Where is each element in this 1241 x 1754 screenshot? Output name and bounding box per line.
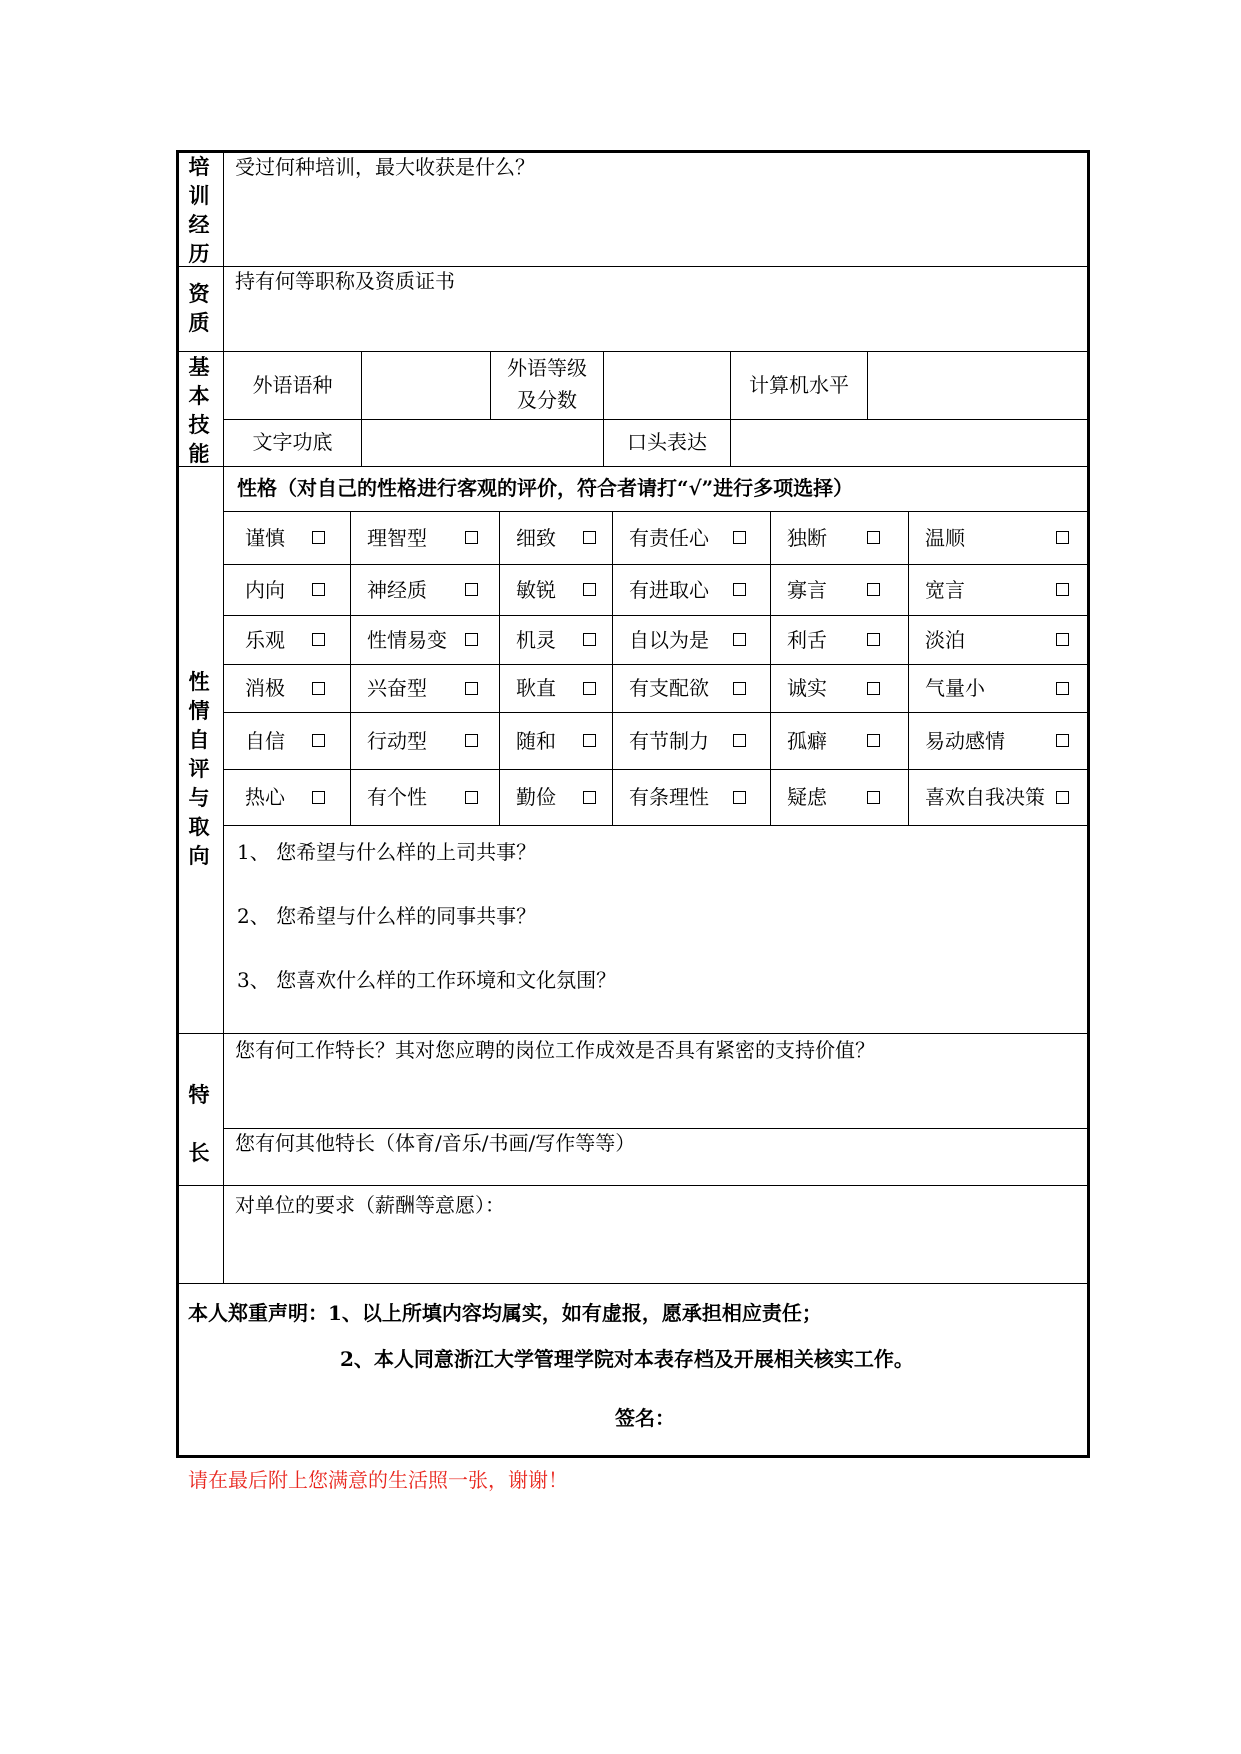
preference-answer-field[interactable] (224, 866, 1088, 1032)
trait-label: 独断 (787, 526, 827, 550)
trait-checkbox[interactable] (867, 633, 880, 646)
trait-checkbox[interactable] (1056, 682, 1069, 695)
trait-label: 敏锐 (516, 578, 556, 602)
trait-option[interactable] (613, 664, 770, 711)
trait-checkbox[interactable] (1056, 583, 1069, 596)
trait-option[interactable] (613, 712, 770, 768)
trait-label: 消极 (245, 676, 285, 700)
trait-option[interactable] (909, 664, 1088, 711)
trait-option[interactable] (224, 615, 350, 663)
row-divider (223, 1128, 1090, 1129)
trait-option[interactable] (771, 769, 908, 824)
trait-label: 有条理性 (629, 785, 709, 809)
trait-option[interactable] (351, 564, 499, 614)
trait-option[interactable] (224, 564, 350, 614)
trait-option[interactable] (909, 615, 1088, 663)
trait-option[interactable] (771, 664, 908, 711)
question-environment: 3、 您喜欢什么样的工作环境和文化氛围？ (237, 968, 617, 992)
trait-label: 有支配欲 (629, 676, 709, 700)
speaking-label: 口头表达 (627, 430, 707, 454)
qualification-label: 资 质 (188, 281, 210, 335)
trait-option[interactable] (224, 712, 350, 768)
row-divider (223, 825, 1090, 826)
trait-checkbox[interactable] (733, 734, 746, 747)
trait-checkbox[interactable] (583, 682, 596, 695)
trait-label: 自信 (245, 729, 285, 753)
foreign-language-label: 外语语种 (252, 373, 333, 397)
trait-label: 疑虑 (787, 785, 827, 809)
trait-checkbox[interactable] (1056, 791, 1069, 804)
trait-option[interactable] (500, 712, 612, 768)
trait-checkbox[interactable] (312, 791, 325, 804)
trait-checkbox[interactable] (465, 791, 478, 804)
trait-label: 诚实 (787, 676, 827, 700)
trait-label: 温顺 (925, 526, 965, 550)
trait-checkbox[interactable] (1056, 734, 1069, 747)
question-boss: 1、 您希望与什么样的上司共事？ (237, 840, 537, 864)
training-answer-field[interactable] (224, 182, 1088, 264)
trait-checkbox[interactable] (867, 682, 880, 695)
trait-checkbox[interactable] (583, 531, 596, 544)
trait-checkbox[interactable] (465, 734, 478, 747)
writing-field[interactable] (362, 420, 602, 465)
trait-checkbox[interactable] (733, 791, 746, 804)
trait-checkbox[interactable] (733, 682, 746, 695)
specialty-other-question: 您有何其他特长（体育/音乐/书画/写作等等） (235, 1131, 636, 1155)
trait-option[interactable] (500, 769, 612, 824)
trait-option[interactable] (771, 712, 908, 768)
trait-option[interactable] (771, 511, 908, 563)
trait-option[interactable] (500, 511, 612, 563)
row-divider (176, 1283, 1090, 1284)
trait-label: 有个性 (367, 785, 427, 809)
foreign-language-field[interactable] (362, 352, 489, 418)
trait-option[interactable] (224, 511, 350, 563)
specialty-other-field[interactable] (224, 1157, 1088, 1184)
trait-label: 神经质 (367, 578, 427, 602)
trait-checkbox[interactable] (583, 734, 596, 747)
computer-level-label: 计算机水平 (749, 373, 849, 397)
foreign-level-label-line1: 外语等级 (507, 356, 587, 380)
trait-label: 寡言 (787, 578, 827, 602)
row-divider (176, 1185, 1090, 1186)
trait-option[interactable] (909, 511, 1088, 563)
specialty-work-question: 您有何工作特长？其对您应聘的岗位工作成效是否具有紧密的支持价值？ (235, 1038, 875, 1062)
trait-label: 自以为是 (629, 628, 709, 652)
trait-checkbox[interactable] (867, 583, 880, 596)
row-divider (176, 466, 1090, 467)
qualification-answer-field[interactable] (224, 296, 1088, 350)
trait-option[interactable] (500, 664, 612, 711)
trait-checkbox[interactable] (583, 791, 596, 804)
signature-field[interactable] (675, 1400, 875, 1434)
skills-label: 基 本 技 能 (188, 354, 210, 466)
trait-label: 淡泊 (925, 628, 965, 652)
trait-option[interactable] (224, 769, 350, 824)
trait-label: 喜欢自我决策 (925, 785, 1045, 809)
trait-checkbox[interactable] (583, 633, 596, 646)
trait-option[interactable] (351, 769, 499, 824)
declaration-line2: 2、本人同意浙江大学管理学院对本表存档及开展相关核实工作。 (340, 1347, 914, 1371)
training-question: 受过何种培训，最大收获是什么？ (235, 155, 535, 179)
foreign-level-label-line2: 及分数 (517, 388, 577, 412)
trait-checkbox[interactable] (1056, 633, 1069, 646)
trait-checkbox[interactable] (1056, 531, 1069, 544)
speaking-field[interactable] (731, 420, 1088, 465)
writing-label: 文字功底 (252, 430, 333, 454)
trait-checkbox[interactable] (465, 633, 478, 646)
trait-option[interactable] (613, 769, 770, 824)
personality-label: 性 情 自 评 与 取 向 (188, 669, 210, 868)
trait-label: 谨慎 (245, 526, 285, 550)
computer-level-field[interactable] (868, 352, 1088, 418)
qualification-question: 持有何等职称及资质证书 (235, 269, 455, 293)
trait-option[interactable] (351, 615, 499, 663)
trait-label: 宽言 (925, 578, 965, 602)
trait-label: 气量小 (925, 676, 985, 700)
specialty-work-field[interactable] (224, 1064, 1088, 1127)
trait-label: 乐观 (245, 628, 285, 652)
trait-label: 有进取心 (629, 578, 709, 602)
requirements-field[interactable] (224, 1219, 1088, 1282)
trait-label: 易动感情 (925, 729, 1005, 753)
trait-option[interactable] (613, 511, 770, 563)
trait-label: 机灵 (516, 628, 556, 652)
requirements-question: 对单位的要求（薪酬等意愿）： (235, 1193, 505, 1217)
trait-checkbox[interactable] (465, 682, 478, 695)
trait-checkbox[interactable] (312, 531, 325, 544)
personality-instruction: 性格（对自己的性格进行客观的评价，符合者请打“√”进行多项选择） (237, 476, 854, 500)
trait-label: 有节制力 (629, 729, 709, 753)
trait-option[interactable] (771, 564, 908, 614)
trait-checkbox[interactable] (867, 531, 880, 544)
trait-option[interactable] (224, 664, 350, 711)
trait-option[interactable] (909, 769, 1088, 824)
trait-checkbox[interactable] (733, 583, 746, 596)
trait-checkbox[interactable] (312, 682, 325, 695)
trait-checkbox[interactable] (733, 531, 746, 544)
trait-checkbox[interactable] (312, 734, 325, 747)
trait-label: 热心 (245, 785, 285, 809)
training-label: 培 训 经 历 (188, 154, 210, 266)
trait-label: 行动型 (367, 729, 427, 753)
trait-option[interactable] (351, 511, 499, 563)
trait-option[interactable] (500, 564, 612, 614)
trait-label: 勤俭 (516, 785, 556, 809)
trait-label: 理智型 (367, 526, 427, 550)
row-divider (176, 266, 1090, 267)
trait-label: 性情易变 (367, 628, 447, 652)
trait-option[interactable] (771, 615, 908, 663)
trait-label: 细致 (516, 526, 556, 550)
trait-label: 孤癖 (787, 729, 827, 753)
trait-option[interactable] (351, 712, 499, 768)
trait-option[interactable] (909, 564, 1088, 614)
row-divider (176, 1033, 1090, 1034)
trait-checkbox[interactable] (465, 531, 478, 544)
trait-option[interactable] (909, 712, 1088, 768)
trait-option[interactable] (351, 664, 499, 711)
trait-label: 利舌 (787, 628, 827, 652)
question-colleague: 2、 您希望与什么样的同事共事？ (237, 904, 537, 928)
signature-label: 签名： (615, 1406, 675, 1430)
trait-label: 兴奋型 (367, 676, 427, 700)
trait-checkbox[interactable] (867, 791, 880, 804)
trait-option[interactable] (500, 615, 612, 663)
trait-option[interactable] (613, 564, 770, 614)
trait-label: 耿直 (516, 676, 556, 700)
specialty-label: 特 长 (188, 1082, 210, 1165)
trait-checkbox[interactable] (583, 583, 596, 596)
trait-checkbox[interactable] (312, 633, 325, 646)
trait-label: 随和 (516, 729, 556, 753)
trait-label: 内向 (245, 578, 285, 602)
trait-label: 有责任心 (629, 526, 709, 550)
trait-checkbox[interactable] (867, 734, 880, 747)
trait-checkbox[interactable] (312, 583, 325, 596)
declaration-line1: 本人郑重声明：1、以上所填内容均属实，如有虚报，愿承担相应责任； (188, 1301, 822, 1325)
foreign-level-field[interactable] (604, 352, 729, 418)
photo-footnote: 请在最后附上您满意的生活照一张，谢谢！ (188, 1468, 568, 1492)
trait-checkbox[interactable] (733, 633, 746, 646)
trait-option[interactable] (613, 615, 770, 663)
trait-checkbox[interactable] (465, 583, 478, 596)
